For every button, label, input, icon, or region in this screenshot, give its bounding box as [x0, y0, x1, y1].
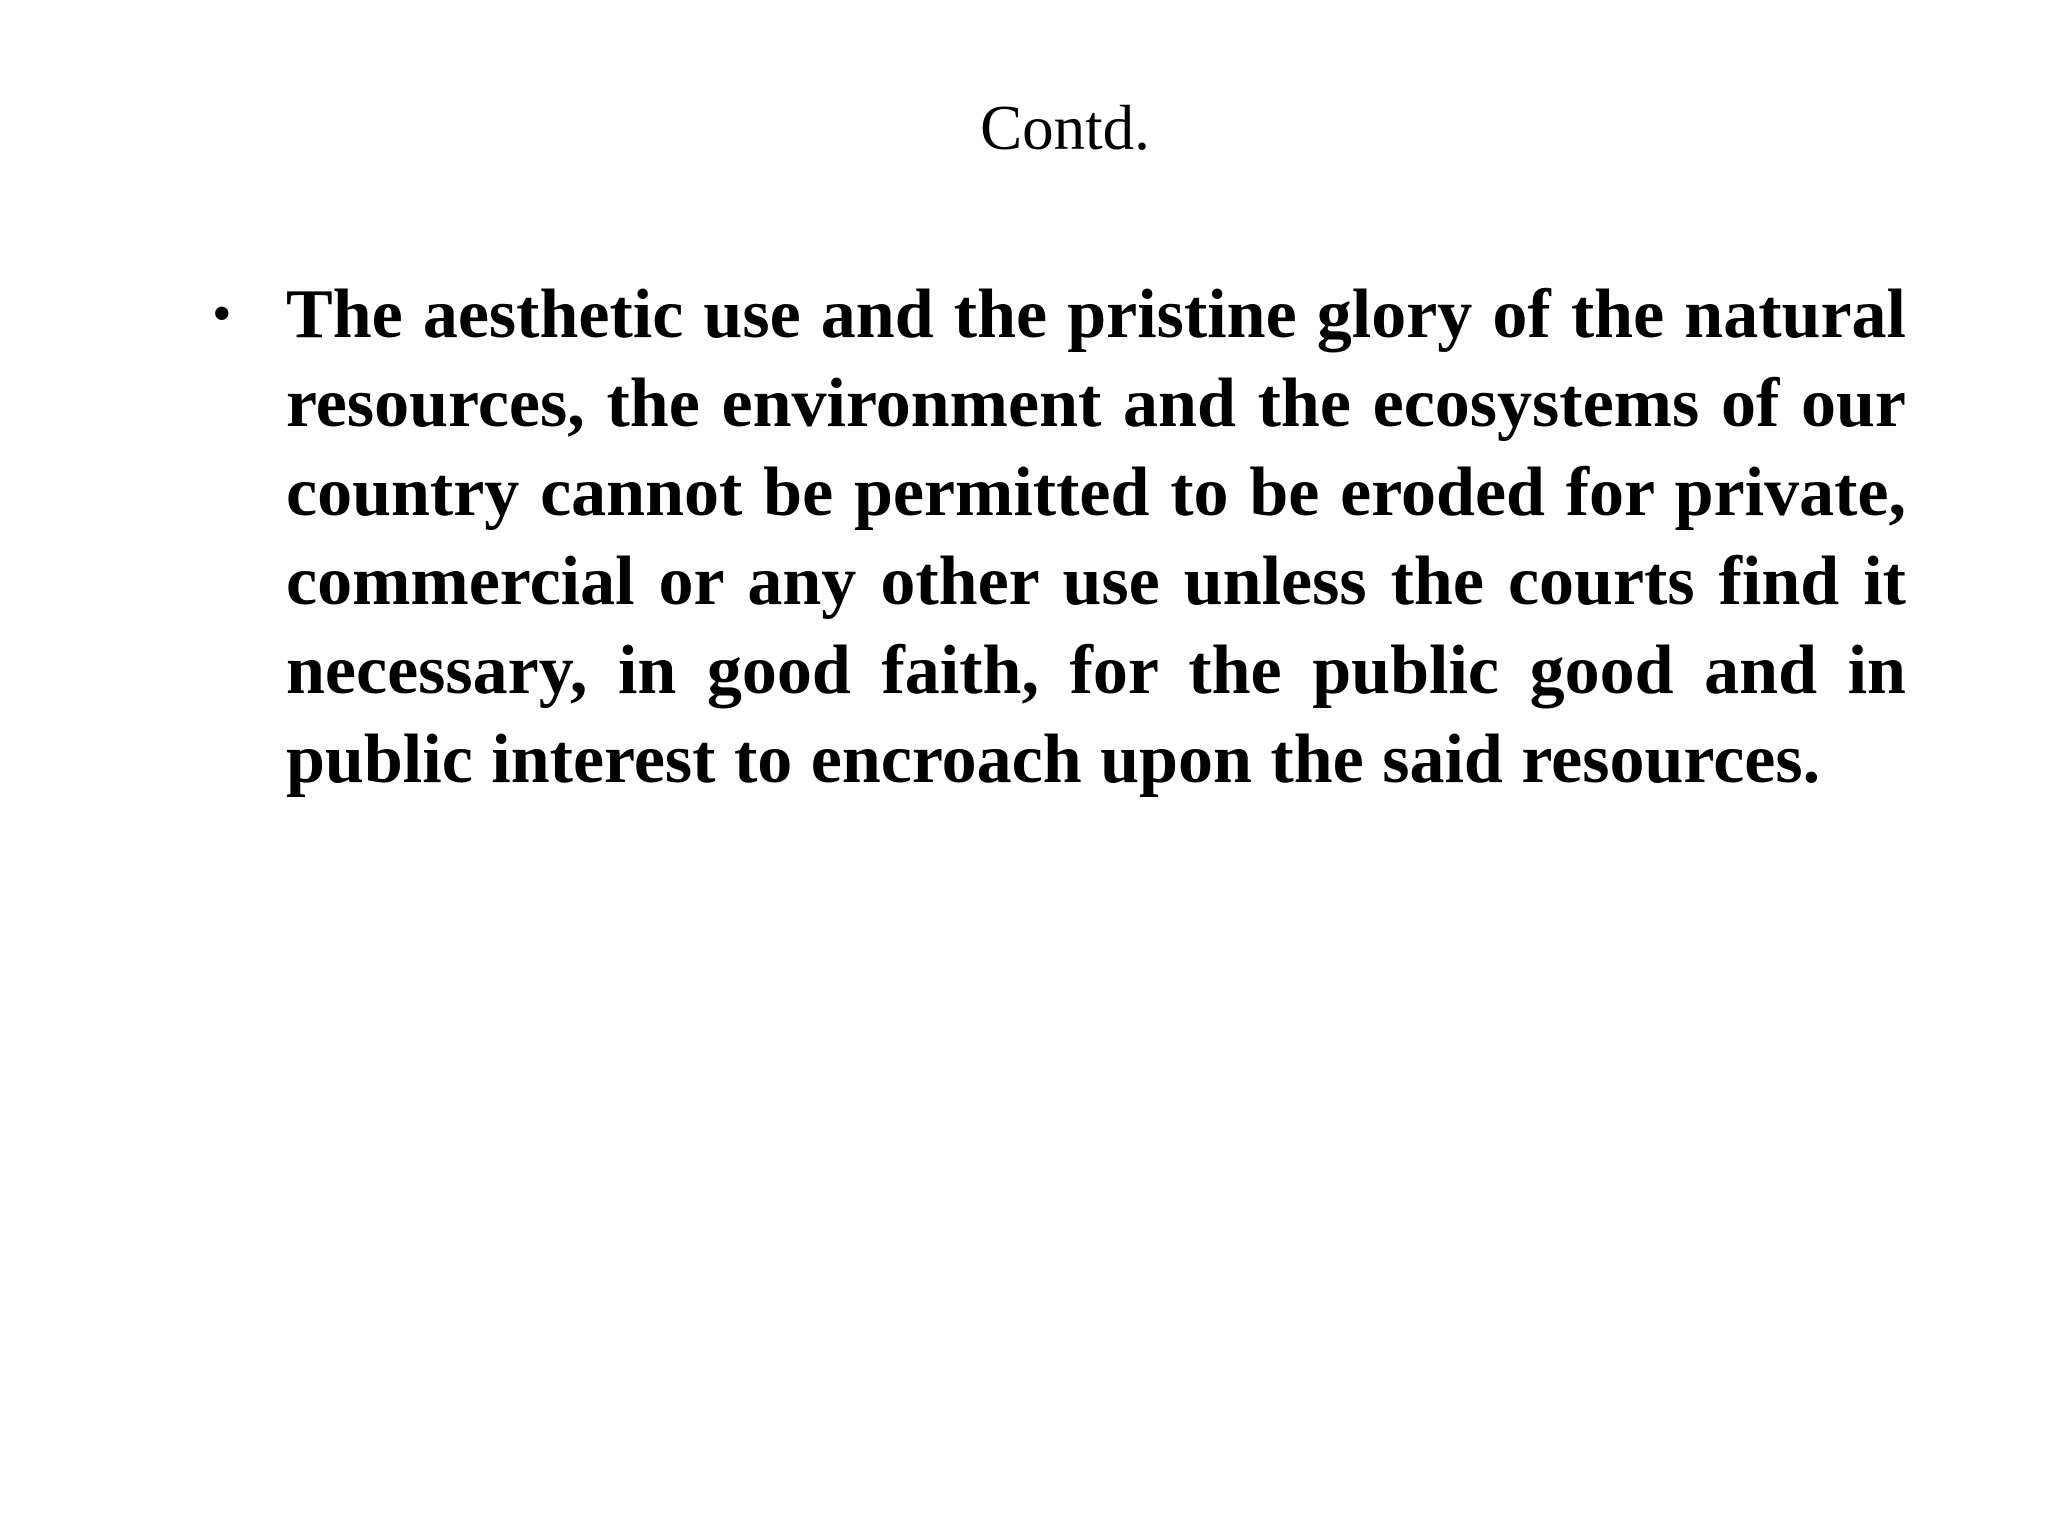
- list-item: [212, 270, 1906, 804]
- bullet-list: [212, 270, 1906, 804]
- bullet-icon: •: [212, 283, 232, 345]
- bullet-text: The aesthetic use and the pristine glory of the natural resources, the environment and the ecosystems of our country cannot be permitted to be eroded for private, commercial or any other use unless the courts find it necessary, in good faith, for the public good and in public interest to encroach upon the said resources.: [286, 276, 1906, 798]
- slide-title: Contd.: [980, 93, 1150, 163]
